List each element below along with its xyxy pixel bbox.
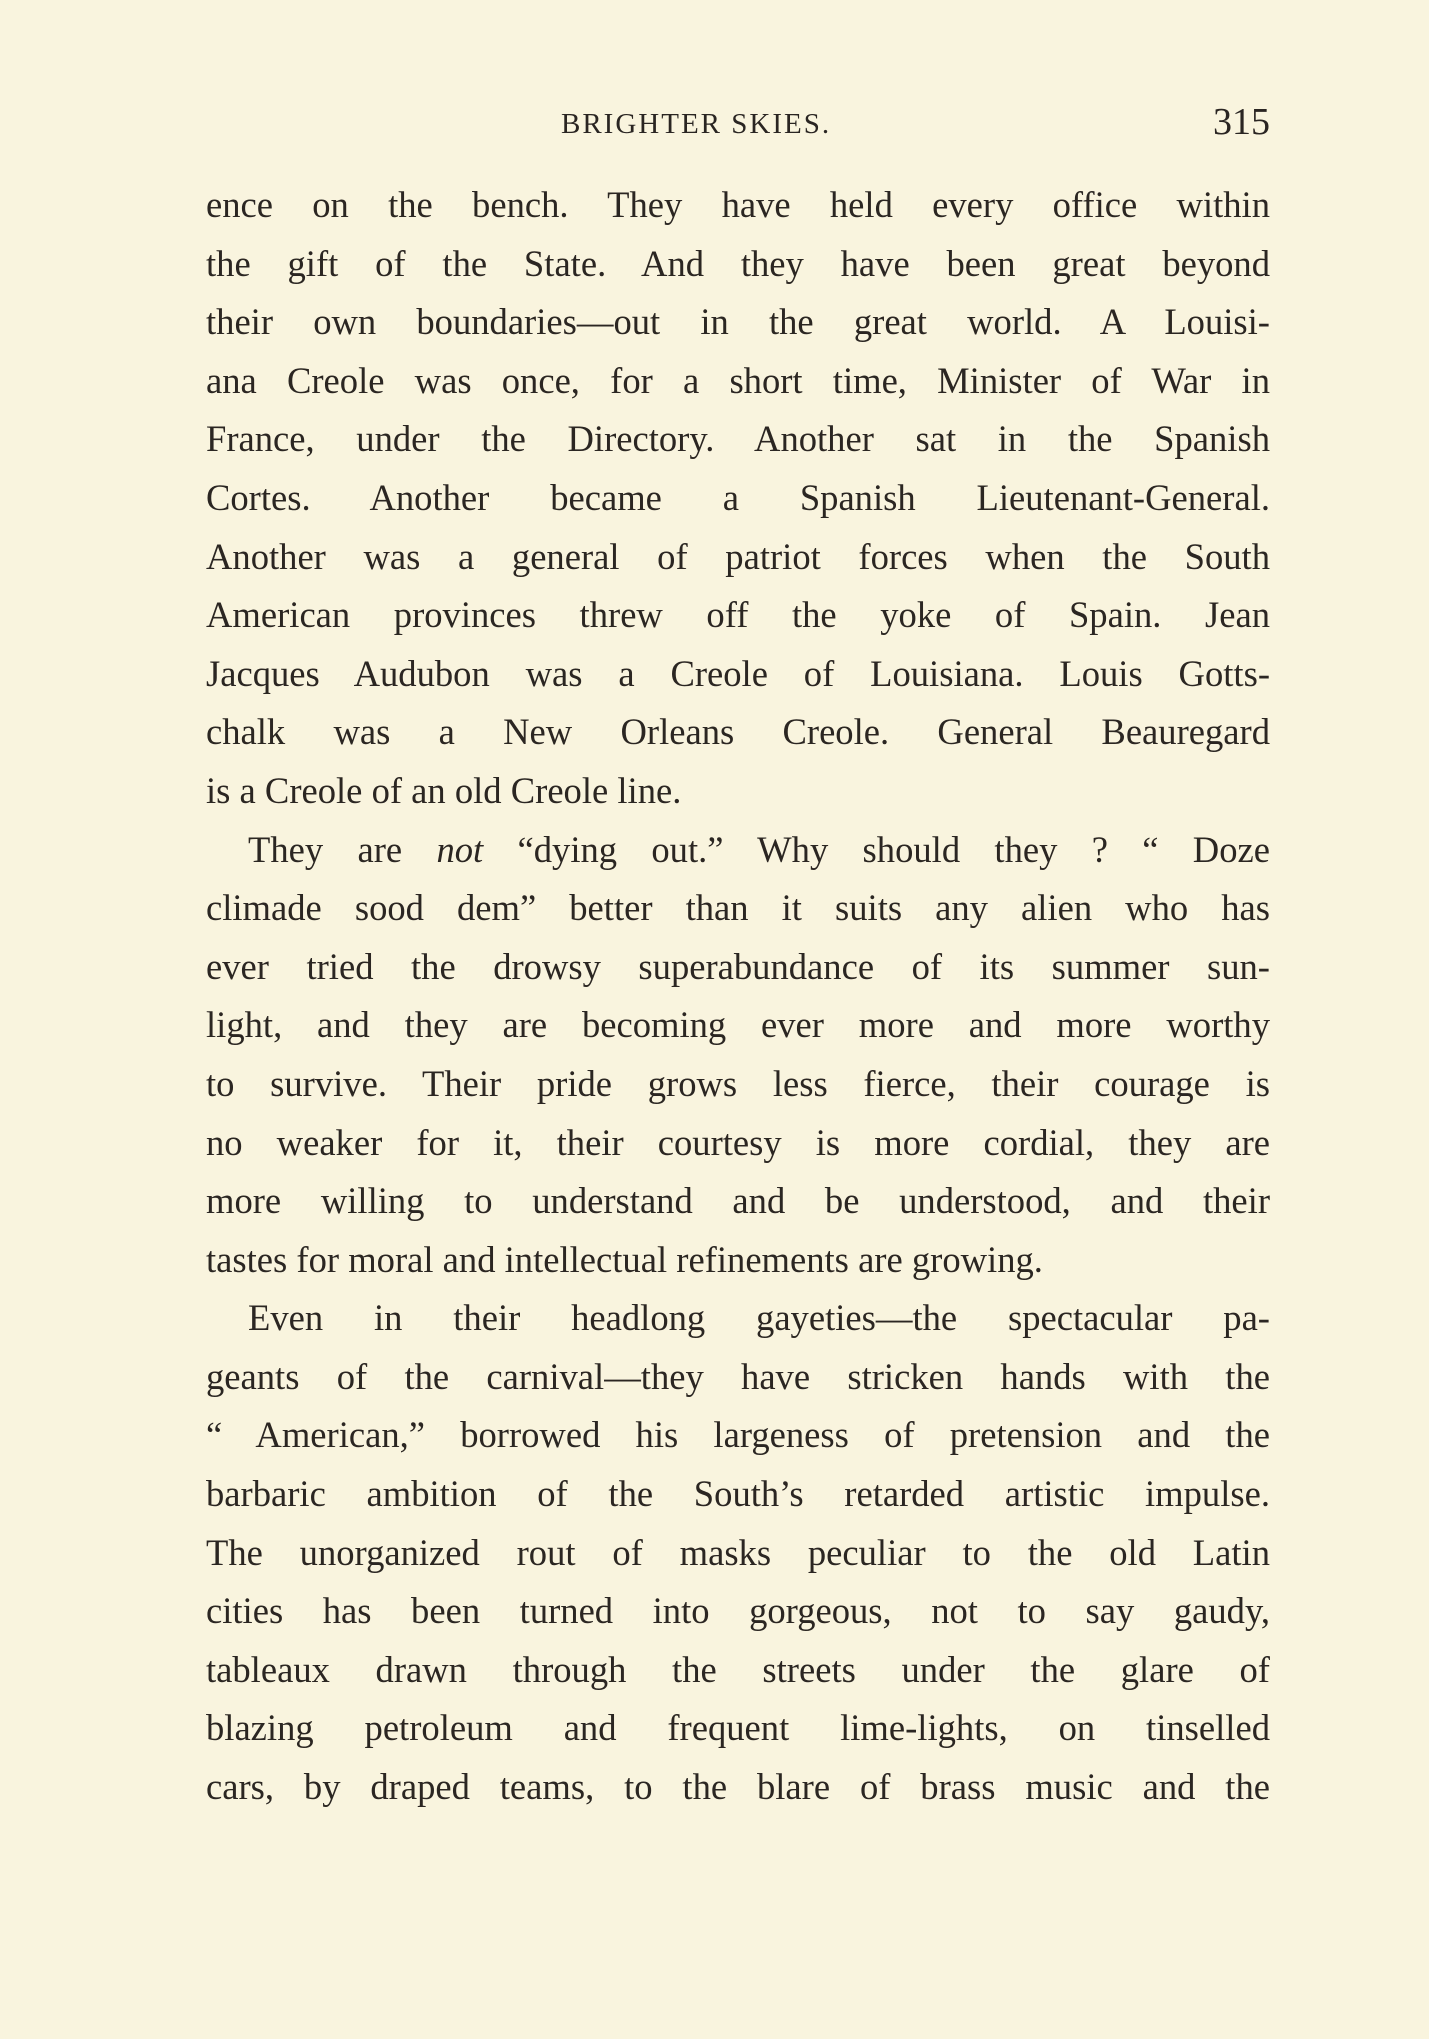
paragraph-end-line: is a Creole of an old Creole line.: [206, 769, 682, 811]
text-line: chalk was a New Orleans Creole. General Beauregard: [206, 711, 1270, 753]
text-line: ana Creole was once, for a short time, Minister of War in: [206, 359, 1270, 401]
text-line: climade sood dem” better than it suits any alien who has: [206, 887, 1270, 929]
text-line: France, under the Directory. Another sat in the Spanish: [206, 418, 1270, 460]
text-line: more willing to understand and be understood, and their: [206, 1180, 1270, 1222]
text-line: cities has been turned into gorgeous, not to say gaudy,: [206, 1590, 1270, 1632]
text-line: light, and they are becoming ever more and more worthy: [206, 1004, 1270, 1046]
text-line: Another was a general of patriot forces when the South: [206, 535, 1270, 577]
text-line: tableaux drawn through the streets under the glare of: [206, 1648, 1270, 1690]
running-header: [206, 98, 1270, 154]
paragraph-start-line: Even in their headlong gayeties—the spectacular pa-: [248, 1297, 1270, 1339]
text-line: blazing petroleum and frequent lime-lights, on tinselled: [206, 1707, 1270, 1749]
text-line: no weaker for it, their courtesy is more cordial, they are: [206, 1121, 1270, 1163]
text-line: their own boundaries—out in the great world. A Louisi-: [206, 301, 1270, 343]
text-line: ence on the bench. They have held every office within: [206, 184, 1270, 225]
italic-emphasis: not: [436, 828, 484, 870]
text-line: ever tried the drowsy superabundance of its summer sun-: [206, 945, 1270, 987]
running-title: BRIGHTER SKIES.: [561, 108, 832, 140]
text-line: Cortes. Another became a Spanish Lieutenant-General.: [206, 476, 1270, 518]
body-text: [206, 176, 1270, 1817]
text-line: “ American,” borrowed his largeness of pretension and the: [206, 1414, 1270, 1456]
text-segment: They are: [248, 828, 437, 870]
text-line: The unorganized rout of masks peculiar to the old Latin: [206, 1531, 1270, 1573]
text-line: the gift of the State. And they have been great beyond: [206, 242, 1270, 284]
text-line: cars, by draped teams, to the blare of brass music and the: [206, 1766, 1270, 1808]
text-line: American provinces threw off the yoke of Spain. Jean: [206, 594, 1270, 636]
paragraph-start-line: [206, 821, 1270, 880]
page-number: 315: [1213, 101, 1270, 143]
text-line: barbaric ambition of the South’s retarded artistic impulse.: [206, 1473, 1270, 1515]
text-line: to survive. Their pride grows less fierce, their courage is: [206, 1062, 1270, 1104]
text-segment: “dying out.” Why should they ? “ Doze: [483, 828, 1270, 870]
text-line: geants of the carnival—they have stricken hands with the: [206, 1355, 1270, 1397]
paragraph-end-line: tastes for moral and intellectual refinements are growing.: [206, 1238, 1043, 1280]
text-line: Jacques Audubon was a Creole of Louisiana. Louis Gotts-: [206, 652, 1270, 694]
